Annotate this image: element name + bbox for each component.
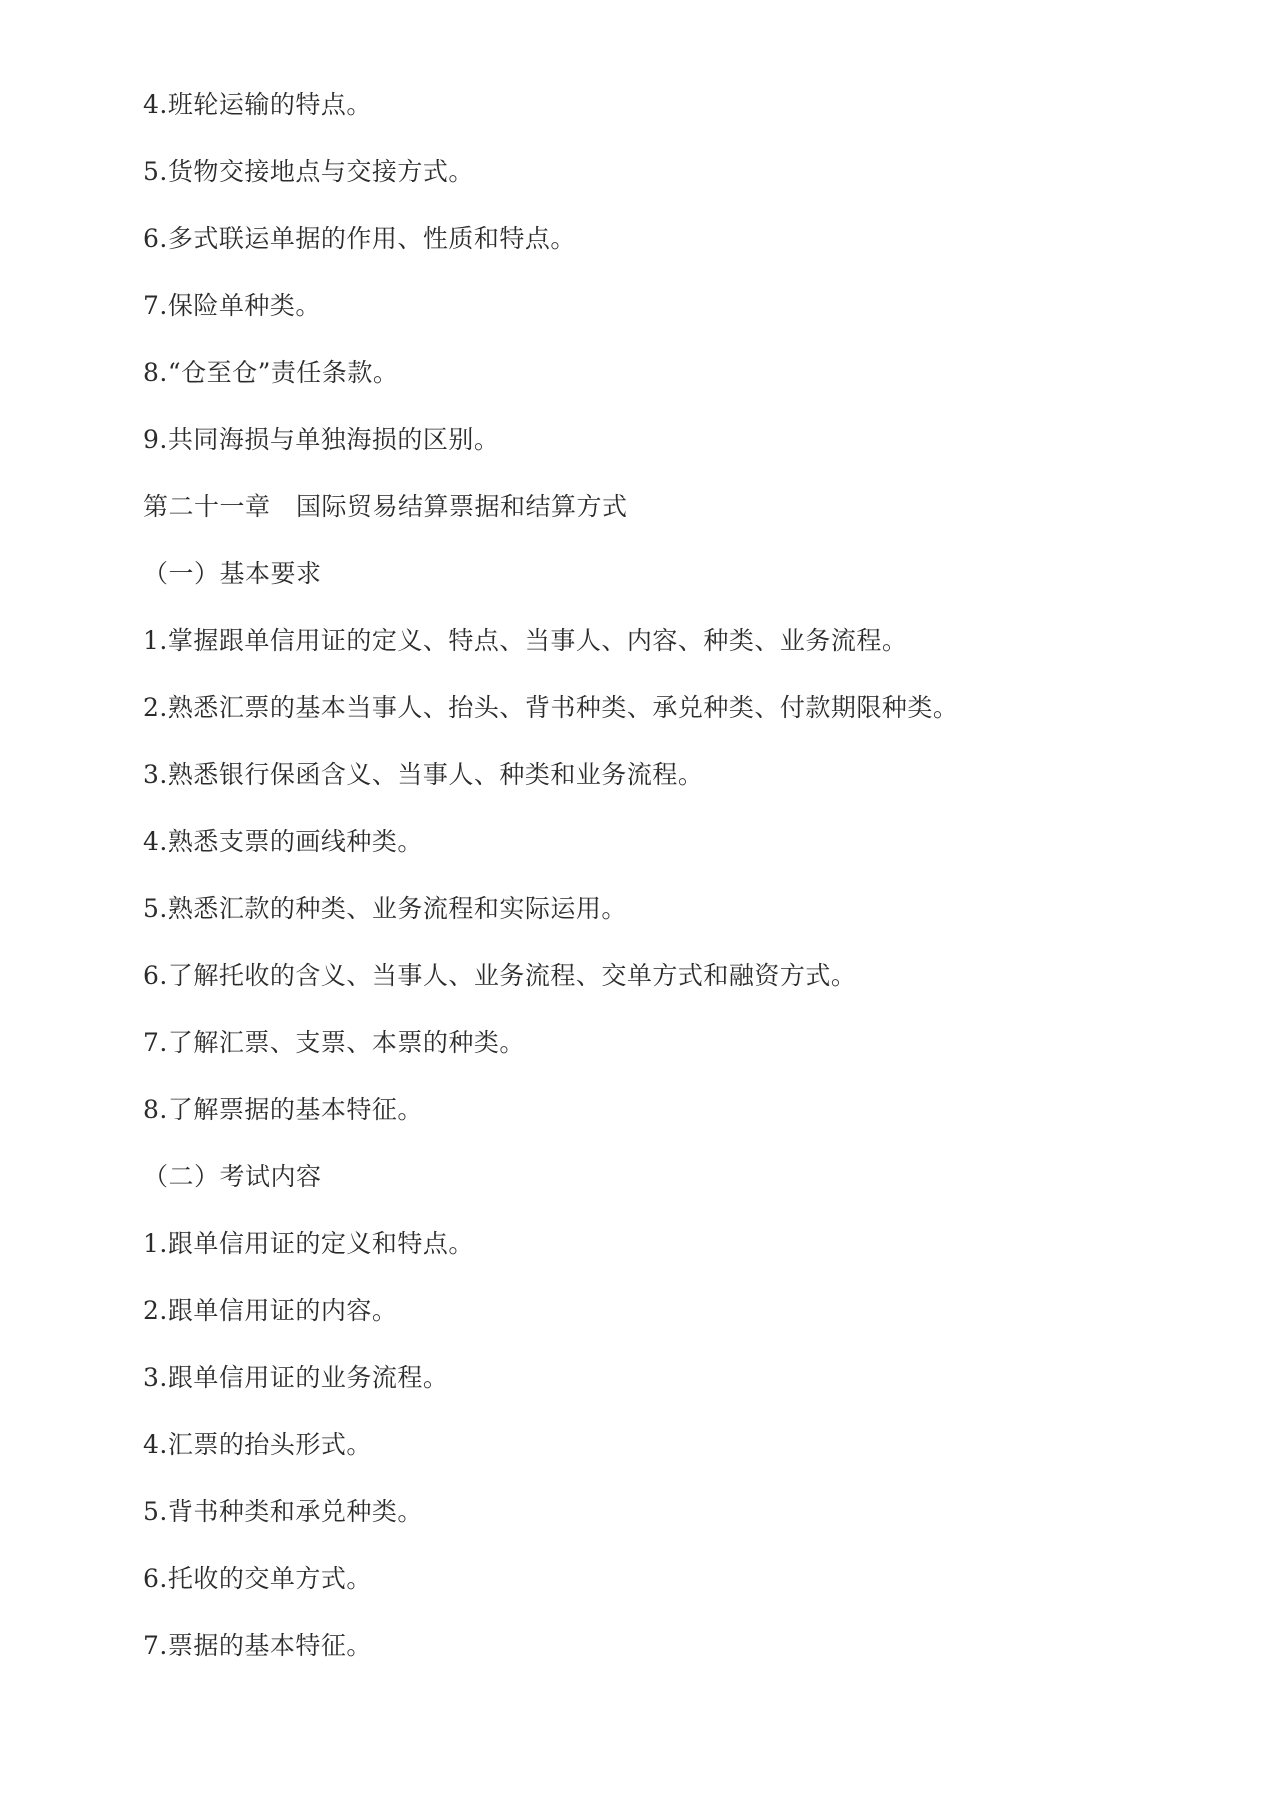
list-item-payee-forms: 4.汇票的抬头形式。 — [143, 1430, 372, 1459]
list-item-instrument-types: 7.了解汇票、支票、本票的种类。 — [143, 1028, 525, 1057]
list-item-endorsement-acceptance: 5.背书种类和承兑种类。 — [143, 1497, 423, 1526]
list-item-bill-of-exchange: 2.熟悉汇票的基本当事人、抬头、背书种类、承兑种类、付款期限种类。 — [143, 693, 959, 722]
list-item-collection-delivery: 6.托收的交单方式。 — [143, 1564, 372, 1593]
list-item-lc-process: 3.跟单信用证的业务流程。 — [143, 1363, 449, 1392]
list-item-lc-content: 2.跟单信用证的内容。 — [143, 1296, 398, 1325]
list-item-bank-guarantee: 3.熟悉银行保函含义、当事人、种类和业务流程。 — [143, 760, 704, 789]
list-item-multimodal-documents: 6.多式联运单据的作用、性质和特点。 — [143, 224, 576, 253]
chapter-heading: 第二十一章 国际贸易结算票据和结算方式 — [143, 492, 628, 521]
list-item-average-difference: 9.共同海损与单独海损的区别。 — [143, 425, 500, 454]
list-item-collection: 6.了解托收的含义、当事人、业务流程、交单方式和融资方式。 — [143, 961, 857, 990]
list-item-warehouse-clause: 8.“仓至仓”责任条款。 — [143, 358, 399, 387]
list-item-liner-transport: 4.班轮运输的特点。 — [143, 90, 372, 119]
section-heading-exam-content: （二）考试内容 — [143, 1162, 322, 1191]
list-item-instrument-basic-features: 7.票据的基本特征。 — [143, 1631, 372, 1660]
list-item-insurance-policy: 7.保险单种类。 — [143, 291, 321, 320]
list-item-documentary-credit: 1.掌握跟单信用证的定义、特点、当事人、内容、种类、业务流程。 — [143, 626, 908, 655]
list-item-lc-definition: 1.跟单信用证的定义和特点。 — [143, 1229, 474, 1258]
list-item-cargo-handover: 5.货物交接地点与交接方式。 — [143, 157, 474, 186]
list-item-cheque-crossing: 4.熟悉支票的画线种类。 — [143, 827, 423, 856]
list-item-remittance: 5.熟悉汇款的种类、业务流程和实际运用。 — [143, 894, 627, 923]
section-heading-basic-requirements: （一）基本要求 — [143, 559, 322, 588]
list-item-instrument-features: 8.了解票据的基本特征。 — [143, 1095, 423, 1124]
